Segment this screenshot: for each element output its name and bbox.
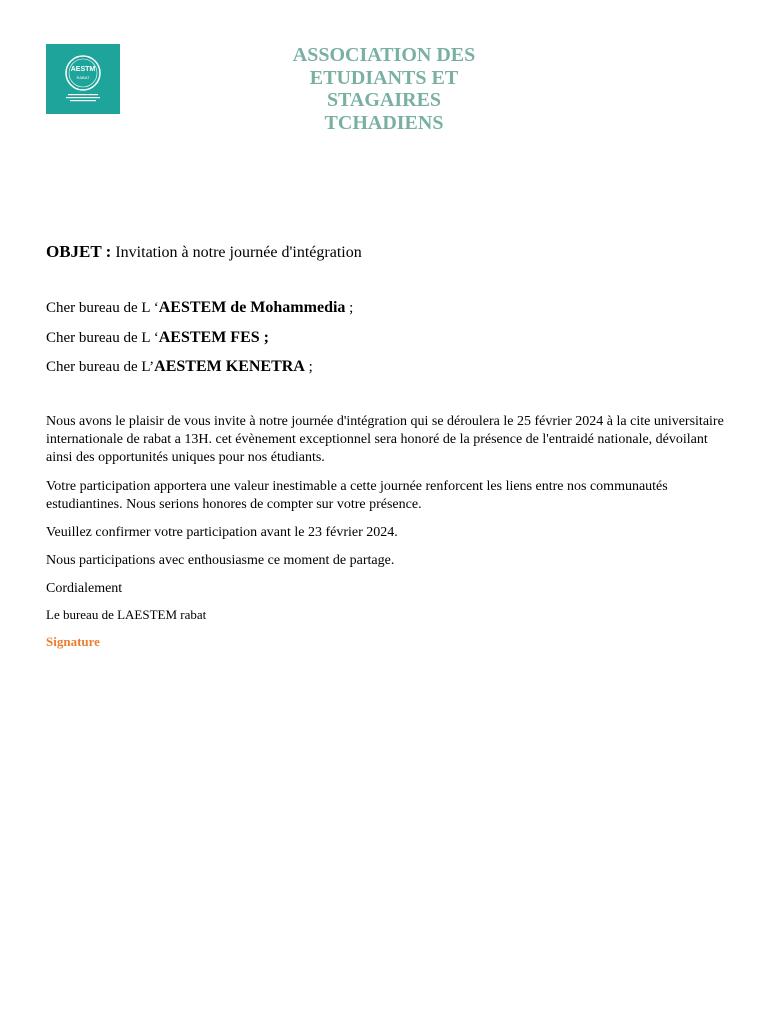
greeting-recipient: AESTEM KENETRA — [154, 358, 305, 375]
greeting-line — [46, 329, 269, 347]
greeting-recipient: AESTEM de Mohammedia — [158, 299, 346, 316]
logo-subtext: RABAT — [76, 75, 90, 80]
heading-line: TCHADIENS — [324, 111, 444, 134]
subject-text: Invitation à notre journée d'intégration — [115, 244, 362, 261]
heading-line: ETUDIANTS ET — [309, 66, 459, 89]
body-paragraph-confirmation: Veuillez confirmer votre participation avant le 23 février 2024. — [46, 525, 398, 540]
logo-emblem-icon — [46, 44, 120, 114]
subject-line — [46, 242, 362, 262]
closing-salutation: Cordialement — [46, 581, 123, 596]
association-logo — [46, 44, 120, 114]
signature-label: Signature — [46, 634, 100, 649]
greeting-suffix: ; — [345, 300, 354, 316]
greeting-prefix: Cher bureau de L ‘ — [46, 300, 159, 316]
association-name-heading — [250, 44, 518, 134]
body-paragraph-participation: Votre participation apportera une valeur inestimable a cette journée renforcent les liens entre nos communautés estudiantines. Nous serions honores de compter sur votre présence. — [46, 479, 668, 512]
greeting-prefix: Cher bureau de L ‘ — [46, 330, 159, 346]
subject-label: OBJET : — [46, 242, 112, 261]
logo-text: AESTM — [70, 66, 96, 73]
body-paragraph-sharing: Nous participations avec enthousiasme ce moment de partage. — [46, 553, 395, 568]
greeting-line — [46, 299, 353, 317]
greeting-suffix: ; — [304, 359, 313, 375]
greeting-prefix: Cher bureau de L’ — [46, 359, 155, 375]
body-paragraph-invitation: Nous avons le plaisir de vous invite à notre journée d'intégration qui se déroulera le 25 février 2024 à la cite universitaire internationale de rabat a 13H. cet évènement exceptionnel sera honoré de la présence de l'entraidé nationale, dévoilant ainsi des opportunités uniques pour nos étudiants. — [46, 414, 724, 465]
sender-line: Le bureau de LAESTEM rabat — [46, 607, 207, 622]
heading-line: ASSOCIATION DES — [292, 44, 476, 66]
greeting-recipient: AESTEM FES ; — [158, 329, 269, 346]
greeting-line — [46, 358, 313, 376]
heading-line: STAGAIRES — [326, 89, 442, 111]
